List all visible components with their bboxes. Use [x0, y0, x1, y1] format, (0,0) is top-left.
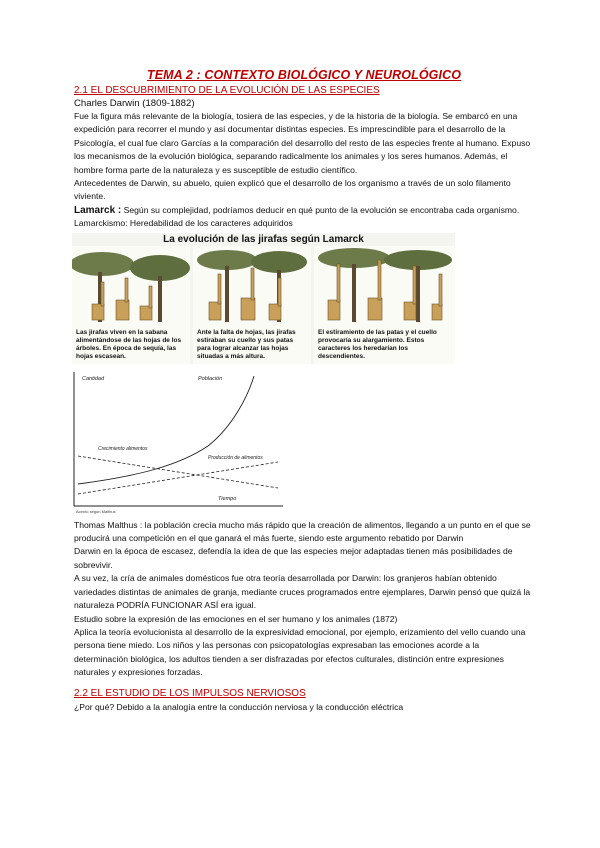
- figure-caption-3: El estiramiento de las patas y el cuello provocaría su alargamiento. Estos caracteres los heredarían los descendientes.: [318, 328, 437, 360]
- figure-caption-1: Las jirafas viven en la sabana alimentándose de las hojas de los árboles. En época de sequía, las hojas escasean.: [76, 328, 182, 360]
- section-1-heading: 2.1 EL DESCUBRIMIENTO DE LA EVOLUCIÓN DE LAS ESPECIES: [74, 85, 380, 96]
- section-2-paragraph: ¿Por qué? Debido a la analogía entre la conducción nerviosa y la conducción eléctrica: [74, 701, 404, 712]
- aplica-paragraph: Aplica la teoría evolucionista al desarrollo de la expresividad emocional, por ejemplo, erizamiento del vello cuando una persona tiene miedo. Los niños y las personas con psicopatologías expresaban las emociones acorde a la determinación biológica, los adultos tienden a ser disfrazadas por efectos culturales, distinción entre expresiones naturales y expresiones forzadas.: [74, 626, 526, 678]
- figure-panel-3: [314, 246, 455, 364]
- figure-title: La evolución de las jirafas según Lamarck: [163, 233, 364, 245]
- food-production-label: Producción de alimentos: [208, 454, 263, 461]
- lamarck-label: Lamarck :: [74, 204, 122, 216]
- figure-caption-2: Ante la falta de hojas, las jirafas estiraban su cuello y sus patas para lograr alcanzar las hojas situadas a más altura.: [197, 328, 296, 360]
- food-production-line: [78, 462, 278, 494]
- figure-panel-2: [193, 246, 311, 364]
- giraffe-evolution-figure: [72, 233, 455, 364]
- author-line: Charles Darwin (1809-1882): [74, 98, 195, 109]
- antecedentes-paragraph: Antecedentes de Darwin, su abuelo, quien explicó que el desarrollo de los organismo a través de un solo filamento viviente.: [74, 178, 511, 202]
- food-growth-label: Crecimiento alimentos: [98, 445, 148, 452]
- darwin-escasez-paragraph: Darwin en la época de escasez, defendía la idea de que las especies mejor adaptadas tienen más posibilidades de sobrevivir.: [74, 546, 513, 570]
- lamarckismo-line: Lamarckismo: Heredabilidad de los caracteres adquiridos: [74, 218, 293, 229]
- lamarck-text: Según su complejidad, podríamos deducir en qué punto de la evolución se encontraba cada organismo.: [121, 204, 520, 215]
- malthus-paragraph: Thomas Malthus : la población crecía mucho más rápido que la creación de alimentos, llegando a un punto en el que se producirá una competición en el que ganará el más fuerte, siendo este argumento rebatido por Darwin: [74, 519, 531, 544]
- graph-x-label: Tiempo: [218, 495, 237, 502]
- document-page: [74, 68, 534, 714]
- cria-paragraph: A su vez, la cría de animales domésticos fue otra teoría desarrollada por Darwin: los granjeros habían obtenido variedades distintas de animales de granja, mediante cruces programados entre ejemplares, Darwin pensó que quizá la naturaleza PODRÍA FUNCIONAR ASÍ era igual.: [74, 573, 531, 611]
- lamarck-paragraph: [74, 204, 534, 217]
- expresion-paragraph: Estudio sobre la expresión de las emociones en el ser humano y los animales (1872): [74, 613, 398, 624]
- darwin-paragraph: Fue la figura más relevante de la biología, tosiera de las especies, y de la historia de la biología. Se embarcó en una expedición para recorrer el mundo y así documentar distintas especies. Es imprescindible para el desarrollo de la Psicología, el cual fue claro Garcías a la comparación del desarrollo del resto de las especies frente al humano. Expuso los mecanismos de la evolución biológica, separando radicalmente los animales y los seres humanos. Además, el hombre forma parte de la naturaleza y es susceptible de estudio científico.: [74, 111, 531, 175]
- section-2-heading: 2.2 EL ESTUDIO DE LOS IMPULSOS NERVIOSOS: [74, 687, 306, 699]
- population-curve: [78, 376, 254, 484]
- malthus-graph: [68, 366, 288, 516]
- population-curve-label: Población: [198, 375, 223, 382]
- malthus-graph-svg: [68, 366, 288, 516]
- document-title: TEMA 2 : CONTEXTO BIOLÓGICO Y NEUROLÓGICO: [146, 68, 462, 82]
- graph-y-label: Cantidad: [82, 375, 105, 382]
- figure-panel-1: [72, 246, 190, 364]
- graph-source: Acento según Malthus: [76, 508, 116, 514]
